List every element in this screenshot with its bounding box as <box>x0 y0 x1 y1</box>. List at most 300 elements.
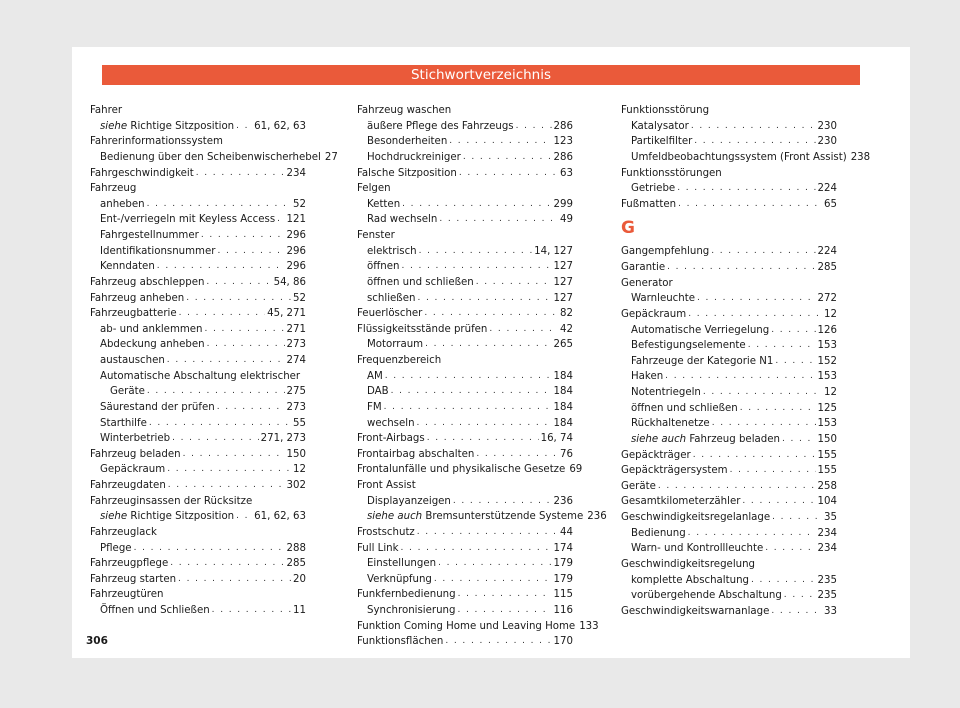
index-column-3 <box>621 103 871 619</box>
entry-term <box>621 479 656 495</box>
entry-term <box>90 103 122 119</box>
dot-leader <box>212 603 291 619</box>
index-entry <box>90 525 306 541</box>
index-entry <box>621 307 837 323</box>
entry-text: Besonderheiten <box>367 136 448 148</box>
entry-text: Fahrzeuglack <box>90 526 157 538</box>
entry-text: Front Assist <box>357 480 416 491</box>
dot-leader <box>168 478 285 494</box>
entry-term <box>631 323 769 339</box>
entry-term <box>90 291 184 307</box>
entry-term <box>631 150 847 166</box>
dot-leader <box>658 479 816 495</box>
dot-leader <box>167 462 291 478</box>
dot-leader <box>147 197 291 213</box>
entry-page: 258 <box>817 480 837 492</box>
entry-page: 170 <box>553 636 573 648</box>
dot-leader <box>183 447 285 463</box>
dot-leader <box>425 337 551 353</box>
index-entry <box>621 276 837 292</box>
index-entry <box>621 369 837 385</box>
entry-term <box>367 369 383 385</box>
index-entry <box>621 338 837 354</box>
entry-term <box>90 525 157 541</box>
dot-leader <box>697 291 816 307</box>
entry-text: Fahrgeschwindigkeit <box>90 167 194 179</box>
entry-text: Fahrer <box>90 105 123 116</box>
entry-page: 238 <box>850 151 871 163</box>
entry-text: Feuerlöscher <box>357 308 423 320</box>
entry-text: Fahrzeug waschen <box>357 105 452 116</box>
entry-text: Fahrzeug beladen <box>686 433 780 445</box>
entry-text: Fenster <box>357 230 395 241</box>
entry-term <box>90 572 176 588</box>
entry-page: 265 <box>553 339 573 351</box>
entry-term <box>357 353 441 369</box>
index-entry <box>357 431 573 447</box>
dot-leader <box>476 275 552 291</box>
index-entry <box>357 150 573 166</box>
index-entry <box>621 150 871 166</box>
entry-term <box>100 337 205 353</box>
entry-term <box>90 478 166 494</box>
dot-leader <box>771 323 815 339</box>
page-number: 306 <box>86 635 108 647</box>
entry-term <box>367 400 382 416</box>
index-entry <box>90 103 306 119</box>
index-entry <box>357 212 573 228</box>
entry-term <box>100 400 215 416</box>
entry-page: 116 <box>553 605 573 616</box>
dot-leader <box>665 369 815 385</box>
entry-page: 54, 86 <box>273 276 306 288</box>
index-entry <box>357 603 573 619</box>
entry-term <box>357 103 451 119</box>
entry-page: 152 <box>817 355 837 367</box>
entry-text: Getriebe <box>631 183 676 195</box>
dot-leader <box>703 385 822 401</box>
index-entry <box>90 556 306 572</box>
entry-text: Umfeldbeobachtungssystem (Front Assist) <box>631 151 847 163</box>
entry-page: 224 <box>817 246 837 258</box>
entry-page: 127 <box>553 292 573 304</box>
dot-leader <box>205 322 285 338</box>
entry-text: Generator <box>621 277 673 289</box>
entry-term <box>357 166 457 182</box>
entry-page: 27 <box>324 151 338 163</box>
entry-page: 184 <box>553 370 573 382</box>
entry-term <box>621 463 728 479</box>
dot-leader <box>427 431 539 447</box>
entry-term <box>631 119 689 135</box>
entry-text: schließen <box>367 292 416 304</box>
index-entry <box>357 228 573 244</box>
index-entry <box>621 494 837 510</box>
entry-text: Warnleuchte <box>631 293 696 305</box>
entry-text: Öffnen und Schließen <box>100 605 210 616</box>
entry-term <box>357 634 443 650</box>
entry-text: Automatische Verriegelung <box>631 324 770 336</box>
dot-leader <box>693 448 816 464</box>
entry-page: 174 <box>553 542 573 554</box>
index-entry <box>90 197 306 213</box>
index-entry <box>621 541 837 557</box>
entry-page: 65 <box>824 198 837 210</box>
index-entry <box>621 604 837 620</box>
entry-text: Frequenzbereich <box>357 355 442 366</box>
entry-text: wechseln <box>367 417 415 429</box>
index-entry <box>90 150 338 166</box>
index-entry <box>90 322 306 338</box>
entry-term <box>367 572 432 588</box>
index-entry <box>90 572 306 588</box>
entry-page: 286 <box>553 120 573 132</box>
entry-text: Garantie <box>621 262 666 273</box>
index-entry <box>90 228 306 244</box>
entry-term <box>90 275 204 291</box>
entry-page: 296 <box>286 230 306 241</box>
entry-text: Frontairbag abschalten <box>357 448 475 460</box>
entry-term <box>357 322 487 338</box>
dot-leader <box>459 166 558 182</box>
index-entry <box>90 212 306 228</box>
entry-term <box>367 416 415 432</box>
entry-text: Kenndaten <box>100 261 155 273</box>
index-entry <box>357 400 573 416</box>
dot-leader <box>516 119 552 135</box>
entry-term <box>357 462 565 478</box>
index-entry <box>357 337 573 353</box>
entry-text: Gesamtkilometerzähler <box>621 496 741 508</box>
entry-text: äußere Pflege des Fahrzeugs <box>367 120 514 132</box>
entry-term <box>621 197 676 213</box>
index-entry <box>621 291 837 307</box>
entry-term <box>100 431 170 447</box>
entry-page: 285 <box>286 558 306 570</box>
dot-leader <box>678 197 822 213</box>
index-entry <box>90 416 306 432</box>
entry-text: öffnen <box>367 261 400 273</box>
entry-page: 230 <box>817 136 837 148</box>
entry-page: 236 <box>553 495 573 507</box>
index-entry <box>357 166 573 182</box>
entry-term <box>367 291 415 307</box>
dot-leader <box>384 400 552 416</box>
dot-leader <box>417 416 552 432</box>
entry-page: 155 <box>817 449 837 461</box>
entry-text: Automatische Abschaltung elektrischer <box>100 370 301 382</box>
entry-page: 234 <box>817 527 837 539</box>
letter-heading: G <box>621 218 635 239</box>
see-reference: siehe auch <box>631 433 687 445</box>
dot-leader <box>458 587 552 603</box>
index-entry <box>621 432 837 448</box>
entry-term <box>367 494 451 510</box>
index-entry <box>357 509 607 525</box>
entry-text: Front-Airbags <box>357 433 425 445</box>
entry-page: 288 <box>286 542 306 554</box>
entry-text: Gepäckraum <box>100 464 166 476</box>
index-entry <box>621 479 837 495</box>
entry-page: 153 <box>817 371 837 383</box>
entry-page: 12 <box>824 308 837 320</box>
dot-leader <box>742 494 815 510</box>
index-entry <box>90 181 306 197</box>
entry-text: Winterbetrieb <box>100 433 171 445</box>
entry-text: Fahrzeuginsassen der Rücksitze <box>90 495 253 507</box>
dot-leader <box>207 337 285 353</box>
index-entry <box>357 447 573 463</box>
entry-term <box>621 103 709 119</box>
entry-text: Flüssigkeitsstände prüfen <box>357 323 488 335</box>
entry-text: Starthilfe <box>100 417 147 429</box>
dot-leader <box>201 228 285 244</box>
index-entry <box>621 526 837 542</box>
entry-page: 184 <box>553 401 573 413</box>
entry-text: Rückhaltenetze <box>631 418 710 430</box>
entry-term <box>100 369 300 385</box>
entry-page: 52 <box>293 292 306 304</box>
entry-term <box>100 462 165 478</box>
entry-term <box>90 181 136 197</box>
entry-page: 299 <box>553 198 573 210</box>
index-entry <box>357 353 573 369</box>
dot-leader <box>463 150 552 166</box>
entry-term <box>621 166 722 182</box>
entry-text: Geschwindigkeitsregelanlage <box>621 512 771 523</box>
entry-term <box>357 228 395 244</box>
entry-text: Frostschutz <box>357 526 415 538</box>
entry-term <box>621 307 686 323</box>
dot-leader <box>748 338 816 354</box>
entry-text: Gepäckträger <box>621 449 691 461</box>
entry-term <box>90 556 168 572</box>
index-entry <box>621 401 837 417</box>
dot-leader <box>694 134 815 150</box>
index-entry <box>621 197 837 213</box>
entry-text: austauschen <box>100 355 165 366</box>
entry-page: 16, 74 <box>540 433 573 445</box>
entry-term <box>621 276 673 292</box>
dot-leader <box>236 119 252 135</box>
entry-page: 150 <box>817 433 837 445</box>
entry-page: 133 <box>579 620 599 632</box>
index-entry <box>90 384 306 400</box>
dot-leader <box>417 291 551 307</box>
dot-leader <box>771 604 822 620</box>
entry-term <box>100 416 147 432</box>
dot-leader <box>667 260 815 276</box>
dot-leader <box>206 275 271 291</box>
index-entry <box>90 353 306 369</box>
index-entry <box>621 134 837 150</box>
dot-leader <box>751 573 816 589</box>
index-entry <box>90 462 306 478</box>
entry-page: 14, 127 <box>534 245 573 257</box>
index-entry <box>357 259 573 275</box>
entry-page: 184 <box>553 417 573 429</box>
entry-text: Fahrerinformationssystem <box>90 136 223 148</box>
entry-text: anheben <box>100 198 145 210</box>
entry-page: 33 <box>824 605 837 617</box>
entry-term <box>631 573 749 589</box>
entry-term <box>367 134 447 150</box>
entry-page: 123 <box>553 136 573 148</box>
index-entry <box>357 384 573 400</box>
index-entry <box>357 494 573 510</box>
entry-text: Falsche Sitzposition <box>357 167 457 179</box>
entry-text: Geschwindigkeitsregelung <box>621 558 756 570</box>
index-entry <box>357 634 573 650</box>
index-entry <box>357 619 599 635</box>
entry-term <box>100 322 203 338</box>
entry-page: 42 <box>560 323 573 335</box>
dot-leader <box>782 432 816 448</box>
index-entry <box>621 181 837 197</box>
entry-term <box>100 244 215 260</box>
entry-text: Full Link <box>357 542 399 554</box>
dot-leader <box>772 510 822 526</box>
index-entry <box>357 181 573 197</box>
index-entry <box>357 103 573 119</box>
entry-text: Fahrzeuge der Kategorie N1 <box>631 355 774 367</box>
entry-term <box>90 494 252 510</box>
entry-term <box>621 244 709 260</box>
index-entry <box>621 166 837 182</box>
entry-page: 235 <box>817 590 837 602</box>
index-entry <box>621 510 837 526</box>
entry-page: 121 <box>286 214 306 226</box>
entry-text: Pflege <box>100 542 132 554</box>
entry-term <box>631 526 686 542</box>
entry-term <box>367 212 437 228</box>
entry-term <box>621 260 665 276</box>
entry-text: Synchronisierung <box>367 605 456 616</box>
entry-term <box>100 353 165 369</box>
dot-leader <box>149 416 291 432</box>
entry-text: Displayanzeigen <box>367 495 451 507</box>
index-entry <box>357 541 573 557</box>
entry-text: Gepäckträgersystem <box>621 465 728 477</box>
entry-text: Partikelfilter <box>631 136 693 148</box>
dot-leader <box>691 119 816 135</box>
entry-text: AM <box>367 370 383 382</box>
index-entry <box>90 603 306 619</box>
entry-text: Verknüpfung <box>367 573 432 585</box>
entry-term <box>621 557 755 573</box>
dot-leader <box>457 603 551 619</box>
entry-term <box>90 166 194 182</box>
entry-text: Säurestand der prüfen <box>100 401 215 413</box>
entry-term <box>631 401 738 417</box>
entry-text: Notentriegeln <box>631 387 701 398</box>
entry-page: 35 <box>824 512 837 523</box>
entry-term <box>367 150 461 166</box>
dot-leader <box>765 541 815 557</box>
entry-text: Fahrzeugdaten <box>90 480 166 491</box>
entry-text: Abdeckung anheben <box>100 339 205 351</box>
index-entry <box>90 587 306 603</box>
entry-text: Rad wechseln <box>367 214 438 226</box>
entry-term <box>631 354 773 370</box>
entry-page: 153 <box>817 418 837 430</box>
dot-leader <box>186 291 291 307</box>
entry-term <box>621 448 691 464</box>
entry-text: Warn- und Kontrollleuchte <box>631 543 764 555</box>
index-entry <box>621 354 837 370</box>
entry-page: 52 <box>293 198 306 210</box>
index-entry <box>621 119 837 135</box>
entry-text: Befestigungselemente <box>631 340 746 352</box>
entry-term <box>631 541 763 557</box>
entry-text: komplette Abschaltung <box>631 574 750 586</box>
dot-leader <box>784 588 816 604</box>
entry-text: ab- und anklemmen <box>100 323 203 335</box>
dot-leader <box>677 181 815 197</box>
index-entry <box>90 541 306 557</box>
entry-text: Einstellungen <box>367 558 437 570</box>
index-entry <box>90 259 306 275</box>
entry-text: Bedienung <box>631 527 686 539</box>
index-entry <box>90 431 306 447</box>
entry-page: 275 <box>286 386 306 398</box>
entry-page: 271 <box>286 323 306 335</box>
entry-page: 184 <box>553 386 573 398</box>
dot-leader <box>134 541 285 557</box>
entry-text: Funktionsstörungen <box>621 167 722 179</box>
dot-leader <box>167 353 285 369</box>
dot-leader <box>712 416 816 432</box>
index-entry <box>357 572 573 588</box>
index-entry <box>357 462 583 478</box>
entry-text: Haken <box>631 371 664 383</box>
entry-term <box>367 259 399 275</box>
dot-leader <box>740 401 816 417</box>
index-entry <box>357 134 573 150</box>
entry-term <box>631 338 746 354</box>
index-entry <box>90 275 306 291</box>
entry-text: Funktion Coming Home und Leaving Home <box>357 620 576 632</box>
entry-term <box>100 603 210 619</box>
entry-page: 224 <box>817 183 837 195</box>
entry-term <box>631 385 701 401</box>
dot-leader <box>147 384 285 400</box>
entry-term <box>90 447 181 463</box>
entry-term <box>100 212 275 228</box>
entry-page: 44 <box>560 526 573 538</box>
dot-leader <box>434 572 552 588</box>
index-entry <box>90 494 306 510</box>
entry-term <box>100 509 234 525</box>
entry-page: 234 <box>817 543 837 555</box>
entry-term <box>357 541 399 557</box>
entry-page: 61, 62, 63 <box>254 511 306 523</box>
entry-term <box>367 337 423 353</box>
entry-text: Bedienung über den Scheibenwischerhebel <box>100 151 321 163</box>
dot-leader <box>438 556 551 572</box>
entry-text: Fahrzeug <box>90 183 137 195</box>
dot-leader <box>170 556 284 572</box>
entry-term <box>100 259 155 275</box>
dot-leader <box>402 197 551 213</box>
entry-text: Felgen <box>357 183 391 195</box>
index-entry <box>357 291 573 307</box>
index-entry <box>90 134 306 150</box>
entry-page: 20 <box>293 573 306 585</box>
dot-leader <box>688 526 816 542</box>
entry-term <box>621 494 740 510</box>
entry-page: 150 <box>286 448 306 460</box>
